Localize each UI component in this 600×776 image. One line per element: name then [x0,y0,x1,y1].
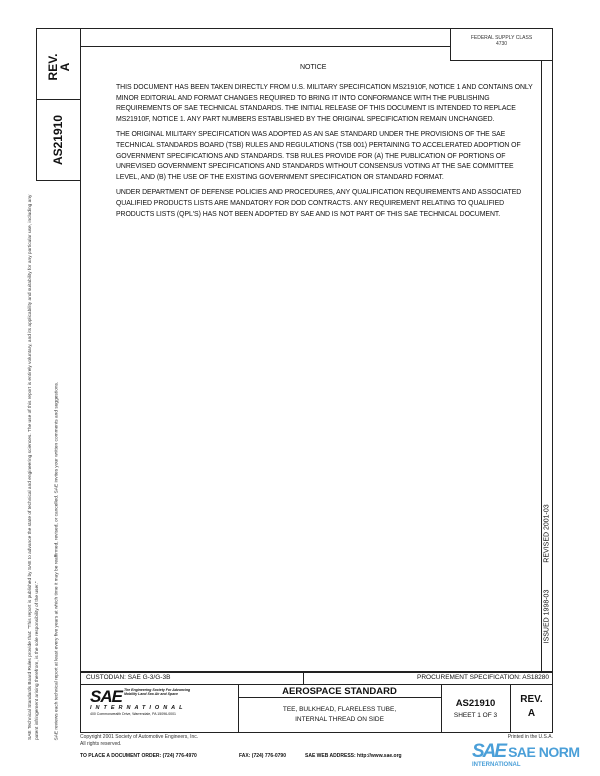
doc-number-side-box [36,99,81,181]
notice-paragraph-1: THIS DOCUMENT HAS BEEN TAKEN DIRECTLY FROM U.S. MILITARY SPECIFICATION MS21910F, NOTICE 1 AND CONTAINS ONLY MINOR EDITORIAL AND FORMAT CHANGES REQUIRED TO BRING IT INTO CONFORMANCE WITH THE PUBLISHING REQUIREMENTS OF SAE TECHNICAL STANDARDS. THE INITIAL RELEASE OF THIS DOCUMENT IS INTENDED TO REPLACE MS21910F, NOTICE 1. ANY PART NUMBERS ESTABLISHED BY THE ORIGINAL SPECIFICATION REMAIN UNCHANGED. [116,84,533,123]
doc-number: AS21910 [455,698,496,709]
notice-body [116,83,536,225]
rev-side-box [36,28,81,100]
fsc-box [450,28,553,61]
rev-side-label: REV. A [46,53,72,81]
sae-logo: SAE The Engineering Society For Advancing Mobility Land Sea Air and Space INTERNATIONAL 400 Commonwealth Drive, Warrendale, PA 15096-0001 [90,687,191,716]
disclaimer-1: SAE Technical Standards Board Rules provide that: "This report is published by SAE to advance the state of technical and engineering sciences. The use of this report is entirely voluntary, and its applicability and suitability for any particular use, including any patent infringement arising therefrom, is the sole responsibility of the user." [28,194,40,740]
document-title [238,705,441,725]
notice-paragraph-3: UNDER DEPARTMENT OF DEFENSE POLICIES AND PROCEDURES, ANY QUALIFICATION REQUIREMENTS AND ASSOCIATED QUALIFIED PRODUCTS LISTS ARE MANDATORY FOR DOD CONTRACTS. ANY REQUIREMENT RELATING TO QUALIFIED PRODUCTS LISTS (QPL'S) HAS NOT BEEN ADOPTED BY SAE AND IS NOT PART OF THIS SAE TECHNICAL DOCUMENT. [116,189,522,218]
watermark-sub: INTERNATIONAL [472,762,521,768]
issued-date: ISSUED 1998-03 [543,589,551,644]
title-line-1: TEE, BULKHEAD, FLARELESS TUBE, [282,706,397,713]
custodian: CUSTODIAN: SAE G-3/G-3B [86,674,171,681]
notice-title: NOTICE [300,64,327,71]
fsc-label: FEDERAL SUPPLY CLASS [470,35,533,41]
fax: FAX: (724) 776-0790 [239,753,286,759]
header-rule [80,46,451,47]
right-strip-rule [541,60,542,673]
order-phone: TO PLACE A DOCUMENT ORDER: (724) 776-4970 [80,753,197,759]
notice-paragraph-2: THE ORIGINAL MILITARY SPECIFICATION WAS ADOPTED AS AN SAE STANDARD UNDER THE PROVISIONS OF THE SAE TECHNICAL STANDARDS BOARD (TSB) RULES AND REGULATIONS (TSB 001) PERTAINING TO ACCELERATED ADOPTION OF GOVERNMENT SPECIFICATIONS AND STANDARDS. TSB RULES PROVIDE FOR (A) THE PUBLICATION OF PORTIONS OF UNREVISED GOVERNMENT SPECIFICATIONS AND STANDARDS WITHOUT CONSENSUS VOTING AT THE SAE COMMITTEE LEVEL, AND (B) THE USE OF THE EXISTING GOVERNMENT SPECIFICATION OR STANDARD FORMAT. [116,131,521,181]
printed-in: Printed in the U.S.A. [507,734,553,740]
disclaimer-2: SAE reviews each technical report at least every five years at which time it may be reaffirmed, revised, or cancelled. SAE invites your written comments and suggestions. [54,381,60,741]
sheet-number: SHEET 1 OF 3 [453,712,498,719]
web-address: SAE WEB ADDRESS: http://www.sae.org [305,753,402,759]
fsc-value: 4730 [495,41,508,47]
doc-number-side: AS21910 [51,114,65,166]
procurement-spec: PROCUREMENT SPECIFICATION: AS18280 [417,674,549,681]
title-line-2: INTERNAL THREAD ON SIDE [295,716,384,723]
revised-date: REVISED 2001-03 [543,504,551,563]
copyright: Copyright 2001 Society of Automotive Engineers, Inc. All rights reserved. [80,734,199,747]
rev-block: REV. A [520,694,543,719]
sae-norm-watermark: SAE SAE NORM INTERNATIONAL [472,742,594,769]
document-category: AEROSPACE STANDARD [282,686,397,697]
